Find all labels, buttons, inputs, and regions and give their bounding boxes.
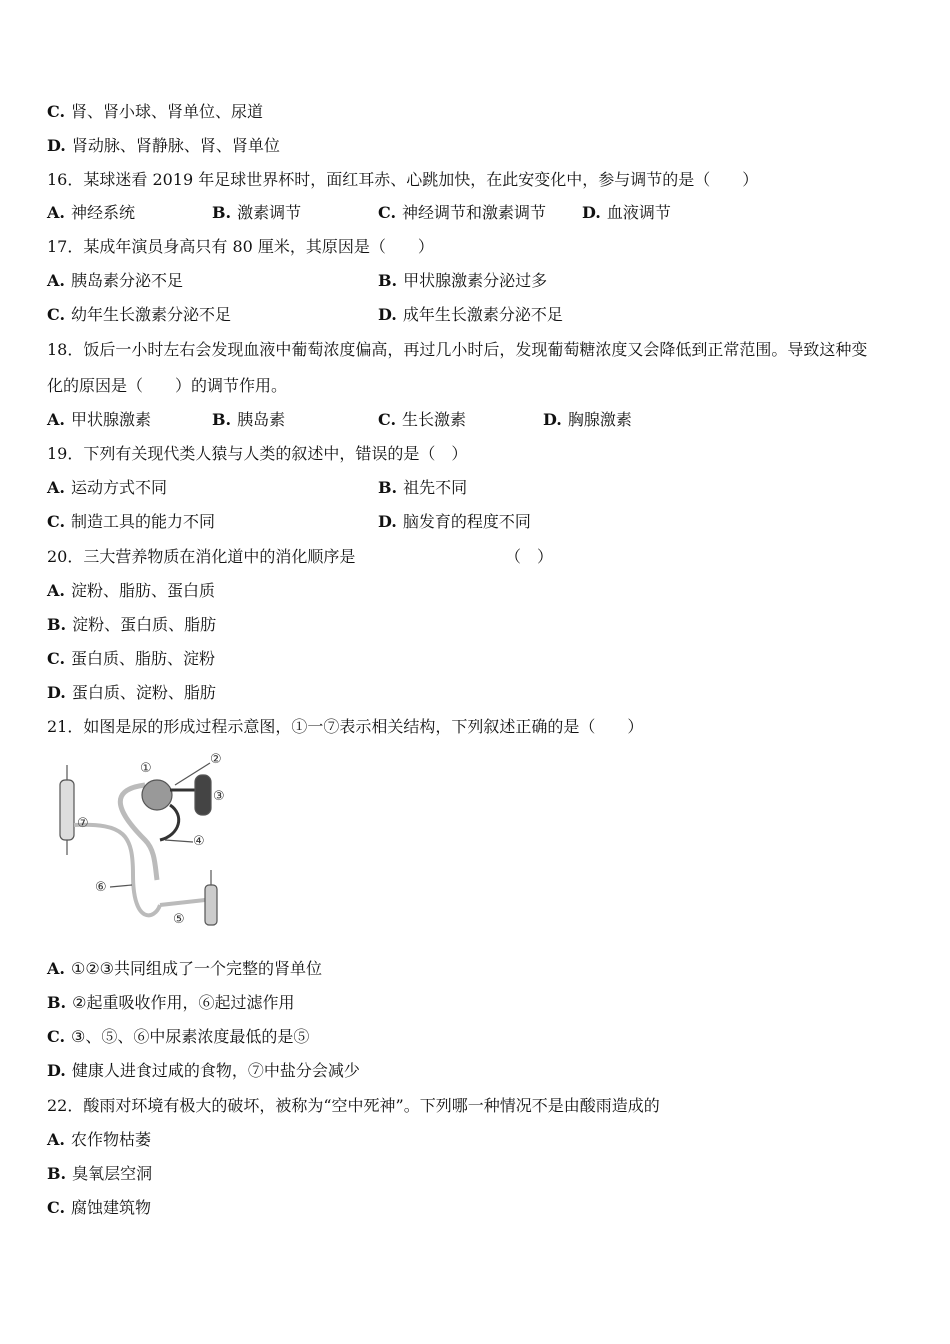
option-text: ③、⑤、⑥中尿素浓度最低的是⑤ xyxy=(71,1027,310,1046)
label-3: ③ xyxy=(213,789,225,804)
q20-stem: 20．三大营养物质在消化道中的消化顺序是 xyxy=(47,547,356,566)
q20-option-b xyxy=(47,615,216,635)
option-label: B. xyxy=(212,203,232,222)
option-text: 农作物枯萎 xyxy=(70,1130,151,1149)
option-text: 激素调节 xyxy=(237,203,302,222)
q18-option-d xyxy=(543,410,632,430)
option-label: B. xyxy=(47,993,67,1012)
option-label: B. xyxy=(47,1164,67,1183)
q20-answer-blank: （ ） xyxy=(505,547,554,566)
option-text: 脑发育的程度不同 xyxy=(402,512,531,531)
q18-stem-line1: 18．饭后一小时左右会发现血液中葡萄浓度偏高，再过几小时后，发现葡萄糖浓度又会降低到正常范围。导致这种变 xyxy=(47,340,868,359)
q21-option-b xyxy=(47,993,294,1013)
q16-option-c xyxy=(378,203,546,223)
option-label: D. xyxy=(47,136,66,155)
option-text: 幼年生长激素分泌不足 xyxy=(71,305,232,324)
q19-stem: 19．下列有关现代类人猿与人类的叙述中，错误的是（ ） xyxy=(47,444,468,463)
option-label: B. xyxy=(47,615,67,634)
option-label: A. xyxy=(47,959,65,978)
option-text: 胰岛素 xyxy=(237,410,286,429)
q18-option-b xyxy=(212,410,285,430)
option-label: C. xyxy=(378,203,397,222)
q20-option-c xyxy=(47,649,215,669)
option-text: 淀粉、蛋白质、脂肪 xyxy=(72,615,217,634)
q21-option-d xyxy=(47,1061,360,1081)
option-text: 胸腺激素 xyxy=(567,410,632,429)
option-label: D. xyxy=(378,512,397,531)
option-label: C. xyxy=(47,649,66,668)
option-label: C. xyxy=(47,102,66,121)
collecting-duct xyxy=(60,780,74,840)
q22-option-a xyxy=(47,1130,151,1150)
label-4: ④ xyxy=(193,834,205,849)
option-text: 胰岛素分泌不足 xyxy=(70,271,183,290)
option-text: 生长激素 xyxy=(402,410,467,429)
q22-option-c xyxy=(47,1198,151,1218)
option-text: 蛋白质、脂肪、淀粉 xyxy=(71,649,216,668)
q20-option-d xyxy=(47,683,216,703)
q19-option-b xyxy=(378,478,467,498)
q21-option-c xyxy=(47,1027,309,1047)
option-label: C. xyxy=(47,305,66,324)
glomerulus-capsule xyxy=(142,780,172,810)
vein-tube xyxy=(160,900,205,905)
option-text: 健康人进食过咸的食物，⑦中盐分会减少 xyxy=(71,1061,360,1080)
option-label: A. xyxy=(47,581,65,600)
label-2: ② xyxy=(210,752,222,767)
option-label: C. xyxy=(47,1198,66,1217)
option-text: 甲状腺激素 xyxy=(70,410,151,429)
option-text: 祖先不同 xyxy=(403,478,468,497)
q17-stem: 17．某成年演员身高只有 80 厘米，其原因是（ ） xyxy=(47,237,434,256)
option-label: D. xyxy=(47,1061,66,1080)
option-text: 神经系统 xyxy=(70,203,135,222)
q17-option-d xyxy=(378,305,563,325)
option-label: A. xyxy=(47,478,65,497)
q17-option-b xyxy=(378,271,547,291)
option-text: 臭氧层空洞 xyxy=(72,1164,153,1183)
q19-option-d xyxy=(378,512,531,532)
option-text: 肾、肾小球、肾单位、尿道 xyxy=(71,102,264,121)
q15-option-d xyxy=(47,136,280,156)
label-5: ⑤ xyxy=(173,912,185,927)
option-text: ①②③共同组成了一个完整的肾单位 xyxy=(70,959,323,978)
option-text: 血液调节 xyxy=(606,203,671,222)
urine-formation-diagram xyxy=(45,745,245,935)
renal-vein xyxy=(205,885,217,925)
renal-artery-vessel xyxy=(195,775,211,815)
option-label: D. xyxy=(378,305,397,324)
q16-option-d xyxy=(582,203,671,223)
option-label: A. xyxy=(47,410,65,429)
option-label: B. xyxy=(378,271,398,290)
option-text: ②起重吸收作用，⑥起过滤作用 xyxy=(72,993,295,1012)
option-label: D. xyxy=(47,683,66,702)
q17-option-a xyxy=(47,271,183,291)
option-text: 淀粉、脂肪、蛋白质 xyxy=(70,581,215,600)
option-label: B. xyxy=(212,410,232,429)
option-label: B. xyxy=(378,478,398,497)
q16-option-a xyxy=(47,203,135,223)
option-text: 腐蚀建筑物 xyxy=(71,1198,152,1217)
option-text: 神经调节和激素调节 xyxy=(402,203,547,222)
option-label: D. xyxy=(543,410,562,429)
label-7: ⑦ xyxy=(77,816,89,831)
option-label: A. xyxy=(47,271,65,290)
q15-option-c xyxy=(47,102,263,122)
capillary xyxy=(160,805,179,840)
option-text: 肾动脉、肾静脉、肾、肾单位 xyxy=(71,136,280,155)
q18-option-a xyxy=(47,410,151,430)
label-6: ⑥ xyxy=(95,880,107,895)
option-text: 甲状腺激素分泌过多 xyxy=(403,271,548,290)
q22-option-b xyxy=(47,1164,152,1184)
leader-4 xyxy=(165,840,193,842)
option-label: C. xyxy=(378,410,397,429)
q21-option-a xyxy=(47,959,322,979)
option-text: 运动方式不同 xyxy=(70,478,167,497)
q20-option-a xyxy=(47,581,215,601)
q19-option-c xyxy=(47,512,215,532)
option-label: C. xyxy=(47,512,66,531)
q16-option-b xyxy=(212,203,301,223)
q16-stem: 16．某球迷看 2019 年足球世界杯时，面红耳赤、心跳加快，在此安变化中，参与调节的是（ ） xyxy=(47,170,759,189)
q17-option-c xyxy=(47,305,231,325)
option-text: 制造工具的能力不同 xyxy=(71,512,216,531)
option-label: A. xyxy=(47,1130,65,1149)
option-label: D. xyxy=(582,203,601,222)
q22-stem: 22．酸雨对环境有极大的破坏，被称为“空中死神”。下列哪一种情况不是由酸雨造成的 xyxy=(47,1096,660,1115)
option-label: A. xyxy=(47,203,65,222)
option-text: 成年生长激素分泌不足 xyxy=(402,305,563,324)
ureter-tube xyxy=(74,825,160,916)
q19-option-a xyxy=(47,478,167,498)
option-label: C. xyxy=(47,1027,66,1046)
option-text: 蛋白质、淀粉、脂肪 xyxy=(71,683,216,702)
q18-option-c xyxy=(378,410,466,430)
label-1: ① xyxy=(140,761,152,776)
leader-6 xyxy=(110,885,132,887)
q21-stem: 21．如图是尿的形成过程示意图，①一⑦表示相关结构，下列叙述正确的是（ ） xyxy=(47,717,644,736)
q18-stem-line2: 化的原因是（ ）的调节作用。 xyxy=(47,376,288,395)
